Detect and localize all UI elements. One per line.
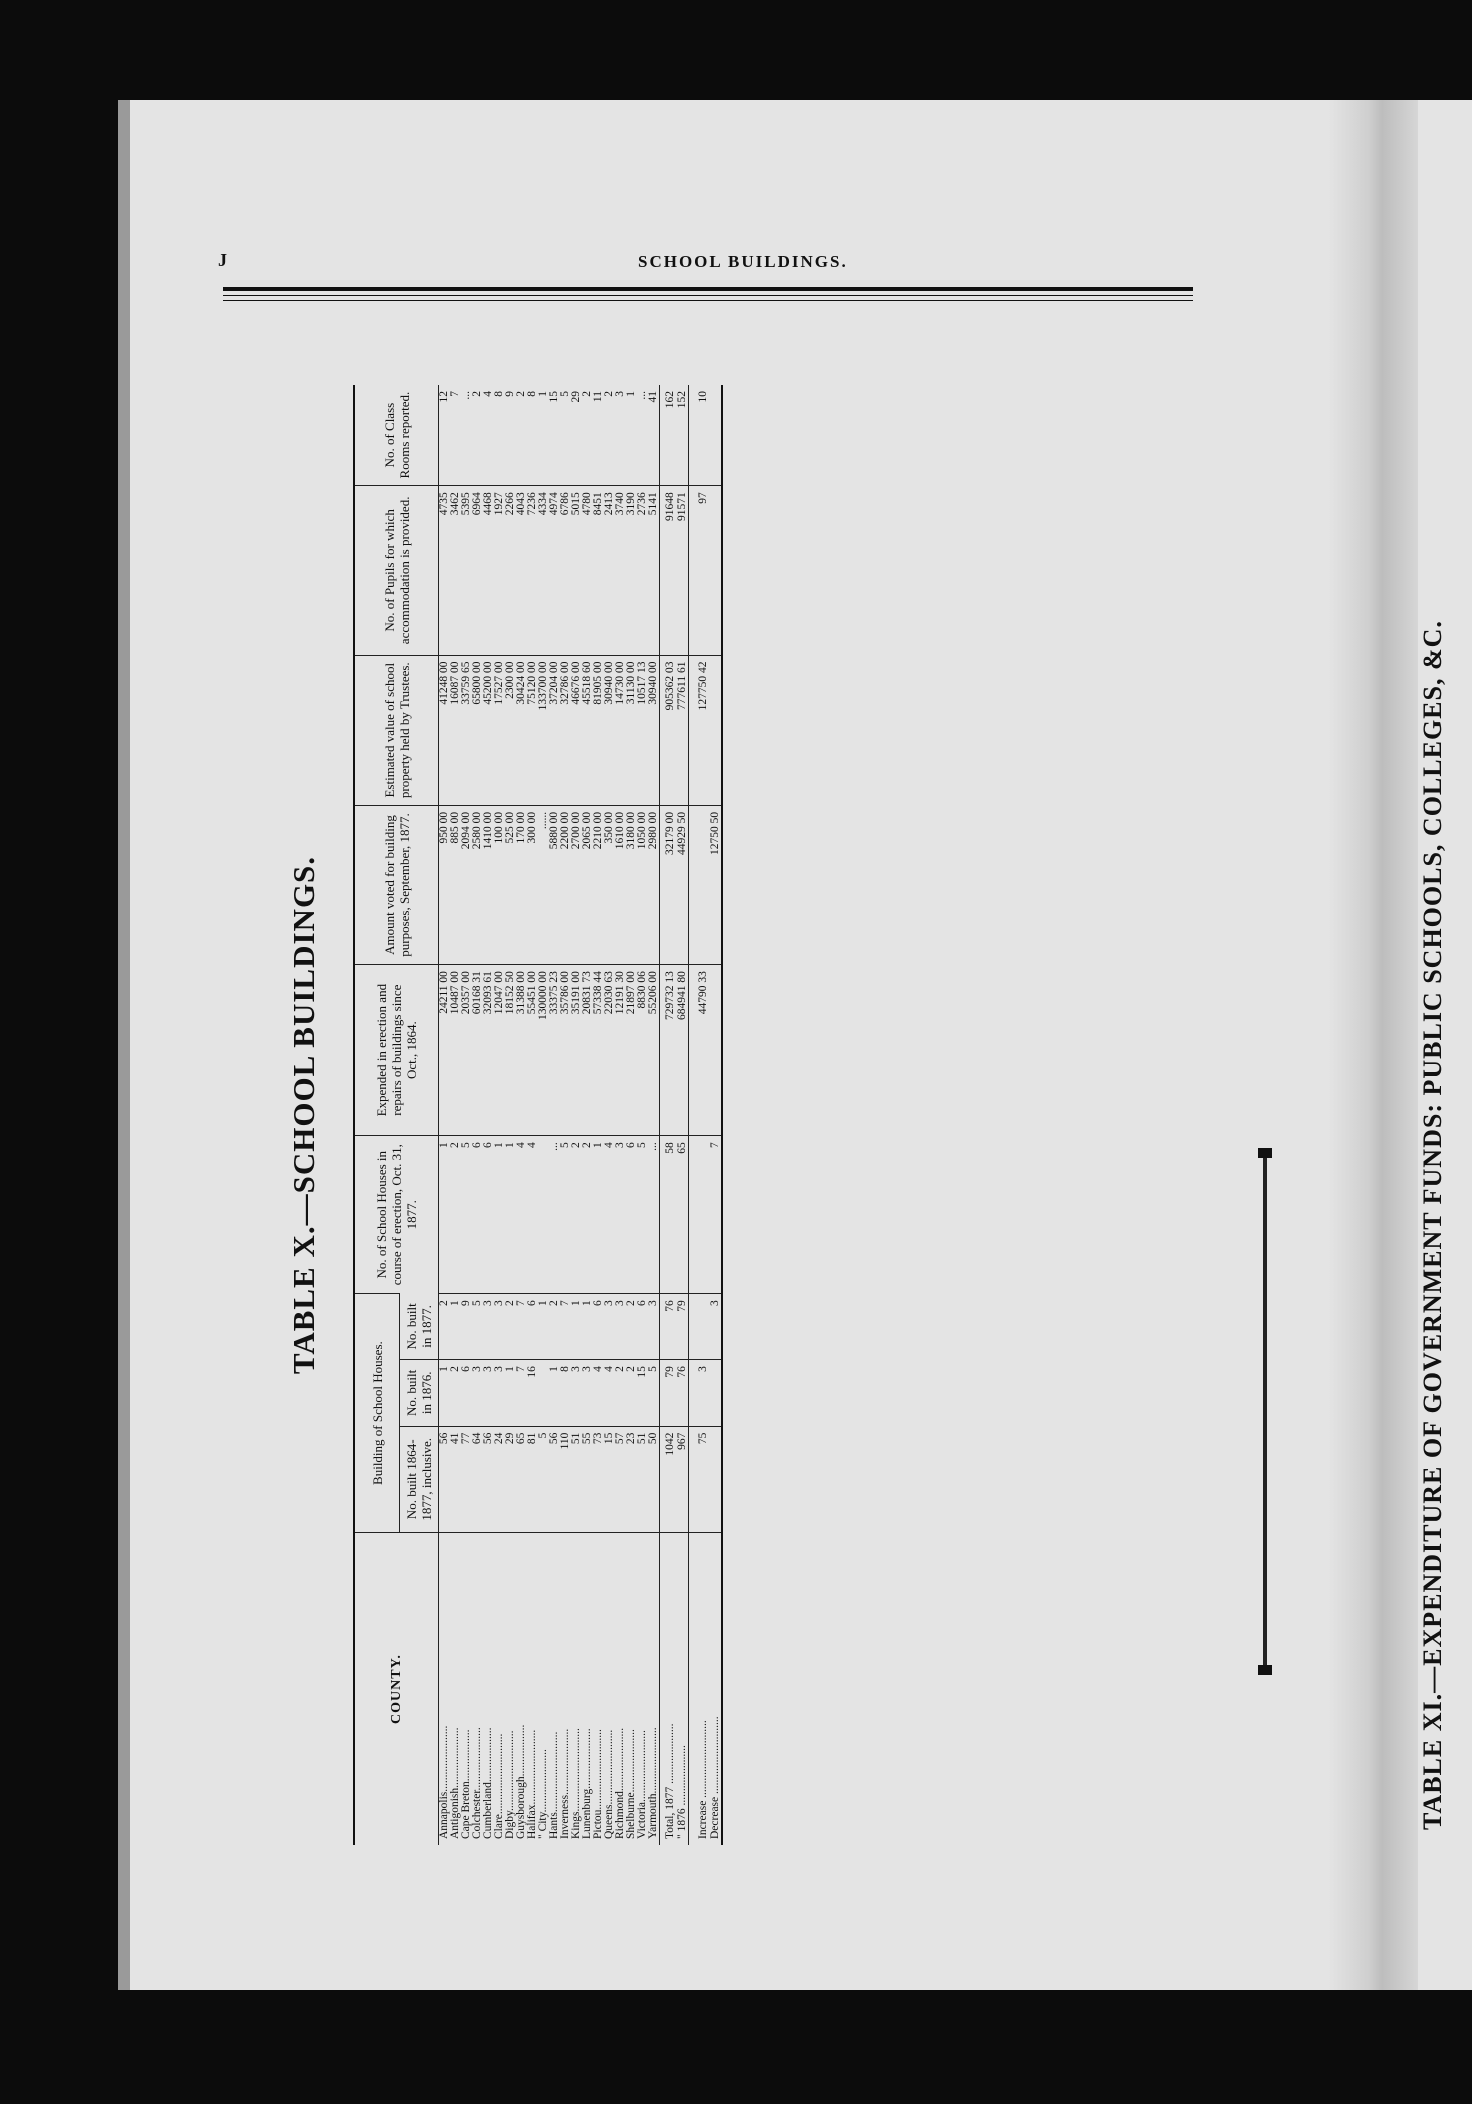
county-row (461, 385, 472, 1845)
cell-c5: 21897 00 (626, 965, 637, 1136)
cell-c1: 57 (615, 1426, 626, 1532)
cell-c8: 91648 (660, 486, 677, 655)
cell-c2: 1 (439, 1360, 451, 1426)
cell-c2: 7 (516, 1360, 527, 1426)
cell-c5: 55206 00 (648, 965, 660, 1136)
cell-c2: 3 (494, 1360, 505, 1426)
cell-c6: 170 00 (516, 805, 527, 964)
cell-c6: 3180 00 (626, 805, 637, 964)
cell-c2: 4 (604, 1360, 615, 1426)
change-row (709, 385, 722, 1845)
cell-c8: 8451 (593, 486, 604, 655)
cell-c6: 1410 00 (483, 805, 494, 964)
cell-c7: 777611 61 (676, 655, 689, 805)
county-name: " City...................... (538, 1533, 549, 1846)
cell-c8: 5015 (571, 486, 582, 655)
cell-c6: 2094 00 (461, 805, 472, 964)
cell-c8: 1927 (494, 486, 505, 655)
county-row (593, 385, 604, 1845)
cell-c4: 4 (527, 1136, 538, 1294)
cell-c4: ... (648, 1136, 660, 1294)
cell-c2: 3 (472, 1360, 483, 1426)
col-in-course: No. of School Houses in course of erection, Oct. 31, 1877. (354, 1136, 439, 1294)
cell-c7: 17527 00 (494, 655, 505, 805)
cell-c3: 7 (560, 1294, 571, 1360)
cell-c1: 110 (560, 1426, 571, 1532)
county-name: Hants............................ (549, 1533, 560, 1846)
county-row (615, 385, 626, 1845)
cell-c7: 10517 13 (637, 655, 648, 805)
cell-c5: 20357 00 (461, 965, 472, 1136)
cell-c8: 3740 (615, 486, 626, 655)
cell-c1: 75 (689, 1426, 710, 1532)
cell-c9: 2 (515, 391, 527, 397)
cell-c9: 7 (449, 391, 461, 397)
cell-c4: 4 (604, 1136, 615, 1294)
county-row (505, 385, 516, 1845)
cell-c5: 12191 30 (615, 965, 626, 1136)
cell-c8: 4334 (538, 486, 549, 655)
cell-c9: 162 (660, 385, 677, 486)
table-x (278, 315, 1118, 1915)
cell-c7: 14730 00 (615, 655, 626, 805)
cell-c6: 2700 00 (571, 805, 582, 964)
county-row (571, 385, 582, 1845)
page-number: J (218, 250, 227, 270)
cell-c3: 6 (593, 1294, 604, 1360)
cell-c3: 9 (461, 1294, 472, 1360)
col-class-rooms: No. of Class Rooms reported. (354, 385, 439, 486)
cell-c2: 2 (615, 1360, 626, 1426)
cell-c9: 12 (438, 391, 450, 403)
cell-c1 (709, 1426, 722, 1532)
cell-c6: ...... (538, 805, 549, 964)
cell-c4: 6 (626, 1136, 637, 1294)
cell-c2: 3 (483, 1360, 494, 1426)
col-estimated: Estimated value of school property held by Trustees. (354, 655, 439, 805)
cell-c8: 4735 (439, 486, 451, 655)
cell-c7: 81905 00 (593, 655, 604, 805)
cell-c5: 22030 63 (604, 965, 615, 1136)
cell-c4: 1 (494, 1136, 505, 1294)
col-built-1864-1877: No. built 1864-1877, inclusive. (400, 1426, 439, 1532)
binding-mark (1258, 1148, 1272, 1158)
cell-c8: 4780 (582, 486, 593, 655)
cell-c3: 2 (439, 1294, 451, 1360)
cell-c3: 3 (604, 1294, 615, 1360)
county-row (549, 385, 560, 1845)
cell-c5: 31388 00 (516, 965, 527, 1136)
cell-c6: 12750 50 (709, 805, 722, 964)
cell-c1: 29 (505, 1426, 516, 1532)
county-name: Pictou............................ (593, 1533, 604, 1846)
county-row (604, 385, 615, 1845)
county-name: Kings............................. (571, 1533, 582, 1846)
cell-c5: 18152 50 (505, 965, 516, 1136)
cell-c7: 65800 00 (472, 655, 483, 805)
cell-c6: 350 00 (604, 805, 615, 964)
cell-c7: 31130 00 (626, 655, 637, 805)
cell-c5: 35191 00 (571, 965, 582, 1136)
cell-c4: 1 (439, 1136, 451, 1294)
page-scan (118, 100, 1472, 1990)
county-row (538, 385, 549, 1845)
running-head-title: SCHOOL BUILDINGS. (638, 252, 848, 271)
cell-c3: 3 (615, 1294, 626, 1360)
county-name: " 1876 ..................... (676, 1533, 689, 1846)
cell-c5: 130000 00 (538, 965, 549, 1136)
cell-c2: 16 (527, 1360, 538, 1426)
cell-c1: 50 (648, 1426, 660, 1532)
cell-c8: 6964 (472, 486, 483, 655)
cell-c3: 1 (571, 1294, 582, 1360)
cell-c8: 4974 (549, 486, 560, 655)
school-buildings-table (353, 385, 723, 1845)
cell-c6: 2580 00 (472, 805, 483, 964)
cell-c3 (689, 1294, 710, 1360)
cell-c5: 20831 73 (582, 965, 593, 1136)
county-row (450, 385, 461, 1845)
cell-c3: 3 (648, 1294, 660, 1360)
cell-c7: 16087 00 (450, 655, 461, 805)
county-name: Digby............................ (505, 1533, 516, 1846)
cell-c4: 6 (472, 1136, 483, 1294)
cell-c9: 1 (625, 391, 637, 397)
col-built-1877: No. built in 1877. (400, 1294, 439, 1360)
cell-c6: 2980 00 (648, 805, 660, 964)
cell-c2: 6 (461, 1360, 472, 1426)
cell-c7: 37204 00 (549, 655, 560, 805)
county-row (439, 385, 451, 1845)
county-name: Increase ........................... (689, 1533, 710, 1846)
cell-c8: 4043 (516, 486, 527, 655)
cell-c1: 64 (472, 1426, 483, 1532)
cell-c4: 2 (582, 1136, 593, 1294)
cell-c4: 65 (676, 1136, 689, 1294)
cell-c5: 8830 06 (637, 965, 648, 1136)
cell-c3: 2 (505, 1294, 516, 1360)
cell-c4 (689, 1136, 710, 1294)
cell-c1: 56 (439, 1426, 451, 1532)
cell-c8: 3462 (450, 486, 461, 655)
cell-c5: 33375 23 (549, 965, 560, 1136)
cell-c4: ... (549, 1136, 560, 1294)
cell-c2 (709, 1360, 722, 1426)
cell-c1: 51 (637, 1426, 648, 1532)
cell-c2: 1 (549, 1360, 560, 1426)
county-name: Queens.......................... (604, 1533, 615, 1846)
cell-c8: 5395 (461, 486, 472, 655)
cell-c3: 2 (549, 1294, 560, 1360)
running-head (218, 250, 1198, 274)
county-name: Decrease ........................... (709, 1533, 722, 1846)
cell-c8: 4468 (483, 486, 494, 655)
cell-c3: 1 (582, 1294, 593, 1360)
cell-c1: 55 (582, 1426, 593, 1532)
cell-c6: 32179 00 (660, 805, 677, 964)
cell-c4: 5 (560, 1136, 571, 1294)
cell-c3: 76 (660, 1294, 677, 1360)
cell-c7: 133700 00 (538, 655, 549, 805)
cell-c5: 729732 13 (660, 965, 677, 1136)
cell-c3: 3 (709, 1294, 722, 1360)
cell-c4: 2 (450, 1136, 461, 1294)
county-row (626, 385, 637, 1845)
cell-c8: 91571 (676, 486, 689, 655)
table-xi-heading: TABLE XI.—EXPENDITURE OF GOVERNMENT FUNDS: PUBLIC SCHOOLS, COLLEGES, &C. (1418, 620, 1447, 1830)
county-name: Cumberland................... (483, 1533, 494, 1846)
binding-line (1263, 1150, 1267, 1670)
county-name: Clare............................ (494, 1533, 505, 1846)
header-rule-thin (223, 300, 1193, 301)
rotated-table-region (278, 315, 1118, 1915)
county-name: Victoria......................... (637, 1533, 648, 1846)
cell-c2: 79 (660, 1360, 677, 1426)
col-pupils: No. of Pupils for which accommodation is provided. (354, 486, 439, 655)
cell-c4: 7 (709, 1136, 722, 1294)
cell-c5: 684941 80 (676, 965, 689, 1136)
col-group-building: Building of School Houses. (354, 1294, 400, 1533)
col-expended: Expended in erection and repairs of buildings since Oct., 1864. (354, 965, 439, 1136)
change-row (689, 385, 710, 1845)
cell-c7: 45518 60 (582, 655, 593, 805)
cell-c4: 6 (483, 1136, 494, 1294)
cell-c9: 2 (471, 391, 483, 397)
county-row (472, 385, 483, 1845)
table-bottom-rule (722, 385, 723, 1845)
cell-c1: 56 (483, 1426, 494, 1532)
cell-c9: 3 (614, 391, 626, 397)
cell-c3: 3 (483, 1294, 494, 1360)
cell-c9: 2 (581, 391, 593, 397)
cell-c7: 75120 00 (527, 655, 538, 805)
cell-c8: 3190 (626, 486, 637, 655)
cell-c6: 2200 00 (560, 805, 571, 964)
cell-c5: 32093 61 (483, 965, 494, 1136)
table-x-title: TABLE X.—SCHOOL BUILDINGS. (286, 855, 321, 1375)
cell-c9: 11 (592, 391, 604, 403)
cell-c1: 23 (626, 1426, 637, 1532)
county-row (560, 385, 571, 1845)
cell-c7: 30940 00 (648, 655, 660, 805)
county-name: Inverness....................... (560, 1533, 571, 1846)
cell-c7 (709, 655, 722, 805)
cell-c5: 60168 31 (472, 965, 483, 1136)
cell-c5: 12047 00 (494, 965, 505, 1136)
cell-c8: 97 (689, 486, 710, 655)
binding-mark (1258, 1665, 1272, 1675)
cell-c4: 1 (505, 1136, 516, 1294)
cell-c9: 15 (548, 391, 560, 403)
cell-c6: 100 00 (494, 805, 505, 964)
cell-c6: 300 00 (527, 805, 538, 964)
county-name: Guysborough.................. (516, 1533, 527, 1846)
cell-c4: 2 (571, 1136, 582, 1294)
county-name: Colchester...................... (472, 1533, 483, 1846)
cell-c7: 2300 00 (505, 655, 516, 805)
cell-c8: 7236 (527, 486, 538, 655)
cell-c3: 6 (527, 1294, 538, 1360)
cell-c3: 2 (626, 1294, 637, 1360)
cell-c2: 3 (689, 1360, 710, 1426)
cell-c7: 45200 00 (483, 655, 494, 805)
cell-c1: 73 (593, 1426, 604, 1532)
cell-c4: 3 (615, 1136, 626, 1294)
cell-c5: 35786 00 (560, 965, 571, 1136)
cell-c2: 76 (676, 1360, 689, 1426)
cell-c9: 8 (493, 391, 505, 397)
cell-c3: 79 (676, 1294, 689, 1360)
cell-c7: 41248 00 (439, 655, 451, 805)
cell-c9: 29 (570, 391, 582, 403)
cell-c1: 65 (516, 1426, 527, 1532)
cell-c6: 885 00 (450, 805, 461, 964)
cell-c5: 57338 44 (593, 965, 604, 1136)
cell-c8: 2413 (604, 486, 615, 655)
cell-c8: 6786 (560, 486, 571, 655)
totals-row (660, 385, 677, 1845)
cell-c9: 8 (526, 391, 538, 397)
cell-c4: 58 (660, 1136, 677, 1294)
cell-c4 (538, 1136, 549, 1294)
county-name: Total, 1877 ..................... (660, 1533, 677, 1846)
cell-c4: 1 (593, 1136, 604, 1294)
cell-c1: 56 (549, 1426, 560, 1532)
cell-c6: 1050 00 (637, 805, 648, 964)
cell-c4: 5 (637, 1136, 648, 1294)
cell-c1: 81 (527, 1426, 538, 1532)
cell-c9: 10 (689, 385, 710, 486)
cell-c9: ... (460, 391, 472, 400)
cell-c2: 5 (648, 1360, 660, 1426)
cell-c9 (709, 385, 722, 486)
cell-c5: 55451 00 (527, 965, 538, 1136)
cell-c5: 44790 33 (689, 965, 710, 1136)
cell-c3: 3 (494, 1294, 505, 1360)
cell-c6: 2065 00 (582, 805, 593, 964)
cell-c6: 525 00 (505, 805, 516, 964)
cell-c1: 41 (450, 1426, 461, 1532)
cell-c8: 2736 (637, 486, 648, 655)
cell-c1: 24 (494, 1426, 505, 1532)
book-gutter-shadow (1328, 100, 1418, 1990)
cell-c3: 5 (472, 1294, 483, 1360)
county-name: Cape Breton.................. (461, 1533, 472, 1846)
cell-c3: 1 (450, 1294, 461, 1360)
county-name: Annapolis....................... (439, 1533, 451, 1846)
header-rule (223, 287, 1193, 291)
county-row (582, 385, 593, 1845)
cell-c3: 7 (516, 1294, 527, 1360)
cell-c6 (689, 805, 710, 964)
cell-c9: 4 (482, 391, 494, 397)
cell-c1: 77 (461, 1426, 472, 1532)
cell-c2: 2 (626, 1360, 637, 1426)
cell-c4: 5 (461, 1136, 472, 1294)
cell-c2: 3 (571, 1360, 582, 1426)
cell-c6: 44929 50 (676, 805, 689, 964)
cell-c2: 15 (637, 1360, 648, 1426)
county-row (527, 385, 538, 1845)
cell-c9: 9 (504, 391, 516, 397)
cell-c9: 5 (559, 391, 571, 397)
col-built-1876: No. built in 1876. (400, 1360, 439, 1426)
cell-c8: 2266 (505, 486, 516, 655)
col-voted: Amount voted for building purposes, September, 1877. (354, 805, 439, 964)
cell-c6: 2210 00 (593, 805, 604, 964)
cell-c2: 4 (593, 1360, 604, 1426)
county-row (648, 385, 660, 1845)
cell-c1: 51 (571, 1426, 582, 1532)
scan-edge-stripe (118, 100, 130, 1990)
county-name: Halifax.......................... (527, 1533, 538, 1846)
cell-c4: 4 (516, 1136, 527, 1294)
cell-c9: 152 (675, 391, 688, 409)
county-row (494, 385, 505, 1845)
cell-c6: 1610 00 (615, 805, 626, 964)
county-row (483, 385, 494, 1845)
cell-c7: 127750 42 (689, 655, 710, 805)
col-county: COUNTY. (354, 1533, 439, 1846)
cell-c9: ... (636, 391, 648, 400)
cell-c7: 30424 00 (516, 655, 527, 805)
cell-c9: 2 (603, 391, 615, 397)
header-rule-thin (223, 295, 1193, 296)
cell-c5: 10487 00 (450, 965, 461, 1136)
cell-c6: 5880 00 (549, 805, 560, 964)
cell-c3: 6 (637, 1294, 648, 1360)
county-name: Yarmouth....................... (648, 1533, 660, 1846)
cell-c3: 1 (538, 1294, 549, 1360)
cell-c6: 950 00 (439, 805, 451, 964)
county-row (516, 385, 527, 1845)
cell-c7: 46676 00 (571, 655, 582, 805)
county-row (637, 385, 648, 1845)
cell-c2: 8 (560, 1360, 571, 1426)
cell-c7: 33759 65 (461, 655, 472, 805)
cell-c5: 24211 00 (439, 965, 451, 1136)
county-name: Richmond...................... (615, 1533, 626, 1846)
cell-c9: 1 (537, 391, 549, 397)
cell-c2: 2 (450, 1360, 461, 1426)
totals-row (676, 385, 689, 1845)
cell-c7: 30940 00 (604, 655, 615, 805)
cell-c2: 1 (505, 1360, 516, 1426)
county-name: Shelburne...................... (626, 1533, 637, 1846)
county-name: Antigonish..................... (450, 1533, 461, 1846)
cell-c7: 905362 03 (660, 655, 677, 805)
cell-c8 (709, 486, 722, 655)
cell-c5 (709, 965, 722, 1136)
cell-c2: 3 (582, 1360, 593, 1426)
cell-c9: 41 (647, 391, 659, 403)
cell-c1: 5 (538, 1426, 549, 1532)
table-xi-heading-region (1418, 470, 1463, 1830)
cell-c1: 967 (676, 1426, 689, 1532)
county-name: Lunenburg..................... (582, 1533, 593, 1846)
cell-c8: 5141 (648, 486, 660, 655)
cell-c1: 15 (604, 1426, 615, 1532)
cell-c7: 32786 00 (560, 655, 571, 805)
cell-c1: 1042 (660, 1426, 677, 1532)
